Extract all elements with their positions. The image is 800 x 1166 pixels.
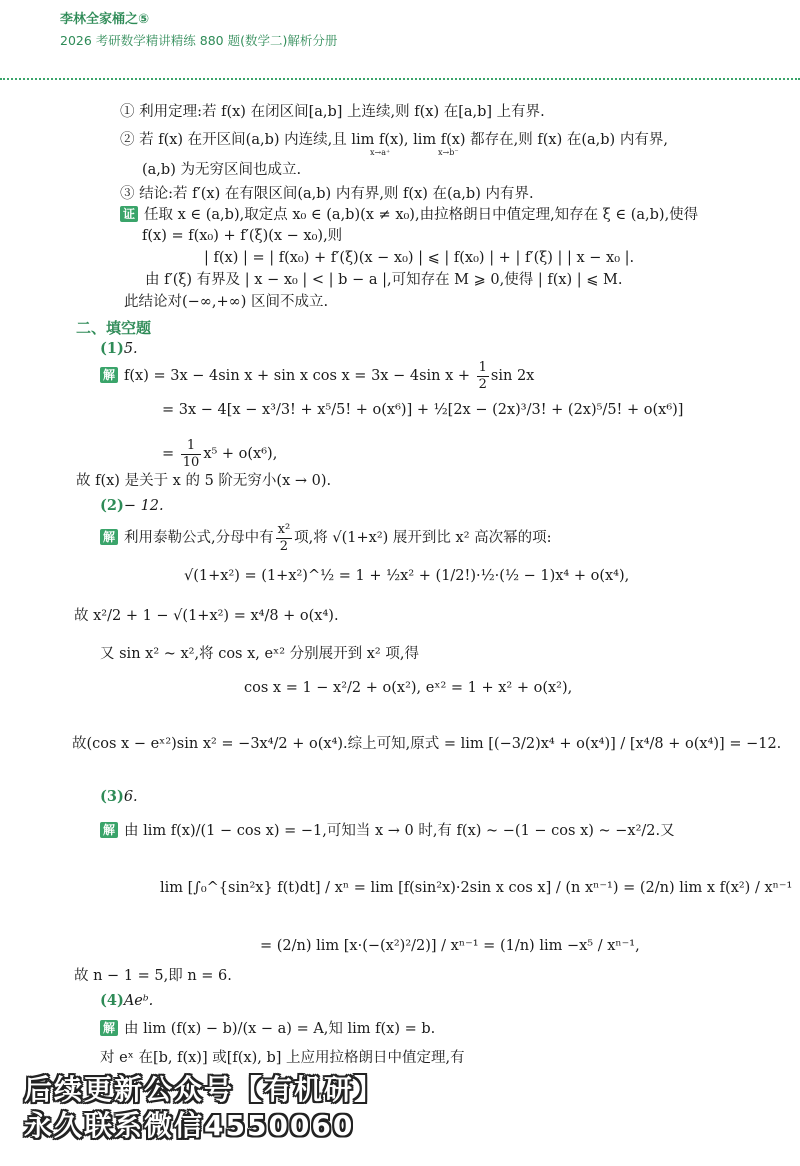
q2-step1-frac: $\frac{\text{x²}}{2}$ <box>277 522 291 554</box>
q1-eq3-frac: $\frac{1}{10}$ <box>182 438 200 470</box>
q3-label: (3) <box>100 788 124 805</box>
q2-step1: 解 利用泰勒公式,分母中有 $\frac{\text{x²}}{2}$ 项,将 √(1+x²) 展开到比 x² 高次幂的项: <box>100 522 552 554</box>
proof-line-3: | f(x) | = | f(x₀) + f′(ξ)(x − x₀) | ⩽ | f(x₀) | + | f′(ξ) | | x − x₀ |. <box>204 250 635 266</box>
header-divider <box>0 78 800 80</box>
q1-eq1-frac: $\frac{1}{2}$ <box>478 360 487 392</box>
q2-answer: − 12. <box>123 498 164 514</box>
q1-answer: 5. <box>123 341 138 357</box>
proof-text-1: 任取 x ∈ (a,b),取定点 x₀ ∈ (a,b)(x ≠ x₀),由拉格朗日中值定理,知存在 ξ ∈ (a,b),使得 <box>144 207 699 223</box>
q1-eq1-b: sin 2x <box>490 368 535 385</box>
q1-conclusion: 故 f(x) 是关于 x 的 5 阶无穷小(x → 0). <box>76 473 332 489</box>
header-title: 李林全家桶之⑤ <box>60 12 150 27</box>
q2-eq1: √(1+x²) = (1+x²)^½ = 1 + ½x² + (1/2!)·½·(½ − 1)x⁴ + o(x⁴), <box>184 568 630 584</box>
q4-number <box>100 992 153 1009</box>
solution-tag: 解 <box>100 1020 118 1036</box>
item-2-cont: (a,b) 为无穷区间也成立. <box>142 162 302 178</box>
solution-tag: 解 <box>100 822 118 838</box>
q3-eq2: = (2/n) lim [x·(−(x²)²/2)] / xⁿ⁻¹ = (1/n) lim −x⁵ / xⁿ⁻¹, <box>260 938 640 954</box>
q4-answer: Aeᵇ. <box>123 993 154 1009</box>
q2-eq4: 故(cos x − eˣ²)sin x² = −3x⁴/2 + o(x⁴).综上可知,原式 = lim [(−3/2)x⁴ + o(x⁴)] / [x⁴/8 + o(x⁴)] = −12. <box>72 736 782 752</box>
q1-label: (1) <box>100 340 124 357</box>
q1-eq1-a: f(x) = 3x − 4sin x + sin x cos x = 3x − 4sin x + <box>124 368 475 385</box>
q2-number <box>100 497 164 514</box>
q1-eq1 <box>100 360 534 392</box>
proof-line-1 <box>120 206 698 224</box>
q1-number <box>100 340 138 357</box>
solution-tag: 解 <box>100 367 118 383</box>
q2-eq2: 故 x²/2 + 1 − √(1+x²) = x⁴/8 + o(x⁴). <box>74 608 339 624</box>
header-subtitle: 2026 考研数学精讲精练 880 题(数学二)解析分册 <box>60 33 338 48</box>
section-heading: 二、填空题 <box>76 319 152 337</box>
proof-line-5: 此结论对(−∞,+∞) 区间不成立. <box>124 294 329 310</box>
item-3: ③ 结论:若 f′(x) 在有限区间(a,b) 内有界,则 f(x) 在(a,b) 内有界. <box>120 186 534 202</box>
item-2: ② 若 f(x) 在开区间(a,b) 内连续,且 lim f(x), lim f(x) 都存在,则 f(x) 在(a,b) 内有界, <box>120 132 668 148</box>
q1-eq2: = 3x − 4[x − x³/3! + x⁵/5! + o(x⁶)] + ½[2x − (2x)³/3! + (2x)⁵/5! + o(x⁶)] <box>162 402 684 418</box>
proof-line-4: 由 f′(ξ) 有界及 | x − x₀ | < | b − a |,可知存在 M ⩾ 0,使得 | f(x) | ⩽ M. <box>145 272 623 288</box>
q1-eq3: = $\frac{1}{10}$ x⁵ + o(x⁶), <box>162 438 278 470</box>
q3-eq1: lim [∫₀^{sin²x} f(t)dt] / xⁿ = lim [f(sin²x)·2sin x cos x] / (n xⁿ⁻¹) = (2/n) lim x f(x²) / xⁿ⁻¹ <box>160 880 793 896</box>
q4-step2: 对 eˣ 在[b, f(x)] 或[f(x), b] 上应用拉格朗日中值定理,有 <box>100 1050 465 1066</box>
q2-eq3: cos x = 1 − x²/2 + o(x²), eˣ² = 1 + x² + o(x²), <box>244 680 573 696</box>
item-2-sub-b: x→b⁻ <box>438 148 459 157</box>
proof-tag: 证 <box>120 206 138 222</box>
q2-step2: 又 sin x² ~ x²,将 cos x, eˣ² 分别展开到 x² 项,得 <box>100 646 419 662</box>
watermark-line-2: 永久联系微信4550060 <box>24 1109 355 1142</box>
q4-label: (4) <box>100 992 124 1009</box>
solution-tag: 解 <box>100 529 118 545</box>
item-1: ① 利用定理:若 f(x) 在闭区间[a,b] 上连续,则 f(x) 在[a,b] 上有界. <box>120 104 545 120</box>
item-2-sub-a: x→a⁺ <box>370 148 391 157</box>
q4-step1: 解 由 lim (f(x) − b)/(x − a) = A,知 lim f(x) = b. <box>100 1020 435 1038</box>
q3-conclusion: 故 n − 1 = 5,即 n = 6. <box>74 968 232 984</box>
proof-line-2: f(x) = f(x₀) + f′(ξ)(x − x₀),则 <box>142 228 343 244</box>
q3-answer: 6. <box>123 789 138 805</box>
q3-number <box>100 788 138 805</box>
q2-label: (2) <box>100 497 124 514</box>
watermark-line-1: 后续更新公众号【有机研】 <box>24 1073 385 1106</box>
running-header <box>60 8 337 49</box>
q3-step1: 解 由 lim f(x)/(1 − cos x) = −1,可知当 x → 0 时,有 f(x) ~ −(1 − cos x) ~ −x²/2.又 <box>100 822 675 840</box>
